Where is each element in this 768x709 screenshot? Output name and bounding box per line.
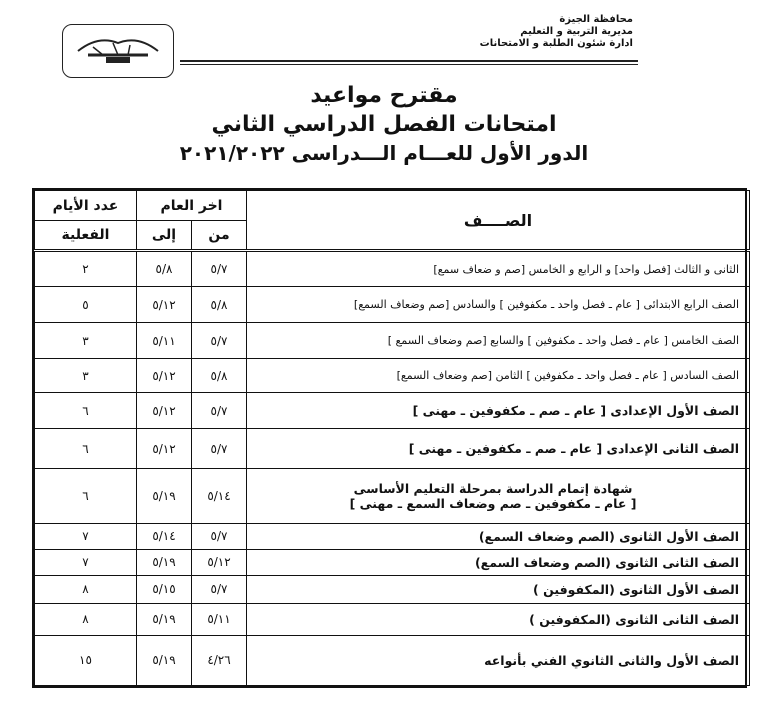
from-cell: ٥/٧ — [192, 429, 247, 469]
table-row — [35, 287, 750, 323]
days-cell: ٣ — [35, 359, 137, 393]
days-cell: ٦ — [35, 393, 137, 429]
days-cell: ٧ — [35, 549, 137, 575]
days-cell: ٢ — [35, 251, 137, 287]
grade-cell: الصف الأول الإعدادى [ عام ـ صم ـ مكفوفين ـ مهنى ] — [247, 393, 750, 429]
from-cell: ٥/٧ — [192, 393, 247, 429]
grade-cell: الصف الرابع الابتدائى [ عام ـ فصل واحد ـ مكفوفين ] والسادس [صم وضعاف السمع] — [247, 287, 750, 323]
logo-emblem-icon — [68, 29, 168, 73]
table-row — [35, 575, 750, 603]
to-cell: ٥/١٩ — [137, 603, 192, 635]
header-rule — [180, 60, 638, 62]
from-cell: ٥/٨ — [192, 359, 247, 393]
grade-cell: الصف الثانى الثانوى (الصم وضعاف السمع) — [247, 549, 750, 575]
to-cell: ٥/١٥ — [137, 575, 192, 603]
grade-cell: الصف الثانى الإعدادى [ عام ـ صم ـ مكفوفين ـ مهنى ] — [247, 429, 750, 469]
days-cell: ٦ — [35, 429, 137, 469]
from-cell: ٥/٧ — [192, 251, 247, 287]
title-line-3: الدور الأول للعـــام الـــدراسى ٢٠٢١/٢٠٢٢ — [179, 141, 589, 165]
days-cell: ٨ — [35, 575, 137, 603]
table-row — [35, 251, 750, 287]
grade-cell: الصف الخامس [ عام ـ فصل واحد ـ مكفوفين ] والسابع [صم وضعاف السمع ] — [247, 323, 750, 359]
table-row — [35, 393, 750, 429]
document-title — [0, 82, 768, 166]
table-row — [35, 323, 750, 359]
days-cell: ٦ — [35, 469, 137, 523]
col-header-to: إلى — [137, 221, 192, 251]
from-cell: ٥/٧ — [192, 323, 247, 359]
to-cell: ٥/١٩ — [137, 549, 192, 575]
col-header-grade: الصــــف — [247, 191, 750, 251]
table-row — [35, 469, 750, 523]
grade-cell: الصف الأول الثانوى (الصم وضعاف السمع) — [247, 523, 750, 549]
to-cell: ٥/١٩ — [137, 635, 192, 685]
title-line-2: امتحانات الفصل الدراسي الثاني — [211, 112, 557, 137]
grade-cell: الصف الأول والثانى الثانوي الفني بأنواعه — [247, 635, 750, 685]
col-header-end-year: اخر العام — [137, 191, 247, 221]
to-cell: ٥/٨ — [137, 251, 192, 287]
col-header-from: من — [192, 221, 247, 251]
department-label: ادارة شئون الطلبة و الامتحانات — [479, 38, 633, 49]
grade-cell: الصف السادس [ عام ـ فصل واحد ـ مكفوفين ] الثامن [صم وضعاف السمع] — [247, 359, 750, 393]
days-cell: ٧ — [35, 523, 137, 549]
to-cell: ٥/١١ — [137, 323, 192, 359]
directorate-header — [480, 14, 633, 50]
table-row — [35, 635, 750, 685]
table-row — [35, 549, 750, 575]
from-cell: ٥/٧ — [192, 523, 247, 549]
to-cell: ٥/١٢ — [137, 429, 192, 469]
grade-cell: الثانى و الثالث [فصل واحد] و الرابع و الخامس [صم و ضعاف سمع] — [247, 251, 750, 287]
governorate-label: محافظة الجيزة — [559, 14, 633, 25]
table-row — [35, 359, 750, 393]
from-cell: ٤/٢٦ — [192, 635, 247, 685]
table-row — [35, 603, 750, 635]
table-row — [35, 523, 750, 549]
from-cell: ٥/٨ — [192, 287, 247, 323]
header-rule-thin — [180, 64, 638, 65]
grade-line-2: [ عام ـ مكفوفين ـ صم وضعاف السمع ـ مهنى ] — [349, 496, 637, 512]
to-cell: ٥/١٢ — [137, 359, 192, 393]
from-cell: ٥/١٢ — [192, 549, 247, 575]
days-cell: ٣ — [35, 323, 137, 359]
to-cell: ٥/١٤ — [137, 523, 192, 549]
grade-cell: الصف الثانى الثانوى (المكفوفين ) — [247, 603, 750, 635]
col-header-days-top: عدد الأيام — [35, 191, 137, 221]
to-cell: ٥/١٢ — [137, 393, 192, 429]
days-cell: ٥ — [35, 287, 137, 323]
exam-schedule-table — [32, 188, 747, 688]
from-cell: ٥/١١ — [192, 603, 247, 635]
days-cell: ٨ — [35, 603, 137, 635]
grade-line-1: شهادة إتمام الدراسة بمرحلة التعليم الأساسى — [353, 481, 633, 497]
from-cell: ٥/١٤ — [192, 469, 247, 523]
to-cell: ٥/١٩ — [137, 469, 192, 523]
col-header-days-bottom: الفعلية — [35, 221, 137, 251]
grade-cell — [247, 469, 750, 523]
days-cell: ١٥ — [35, 635, 137, 685]
grade-cell: الصف الأول الثانوى (المكفوفين ) — [247, 575, 750, 603]
title-line-1: مقترح مواعيد — [310, 83, 458, 108]
department-logo — [62, 24, 174, 78]
table-row — [35, 429, 750, 469]
from-cell: ٥/٧ — [192, 575, 247, 603]
directorate-label: مديرية التربية و التعليم — [520, 26, 633, 37]
to-cell: ٥/١٢ — [137, 287, 192, 323]
